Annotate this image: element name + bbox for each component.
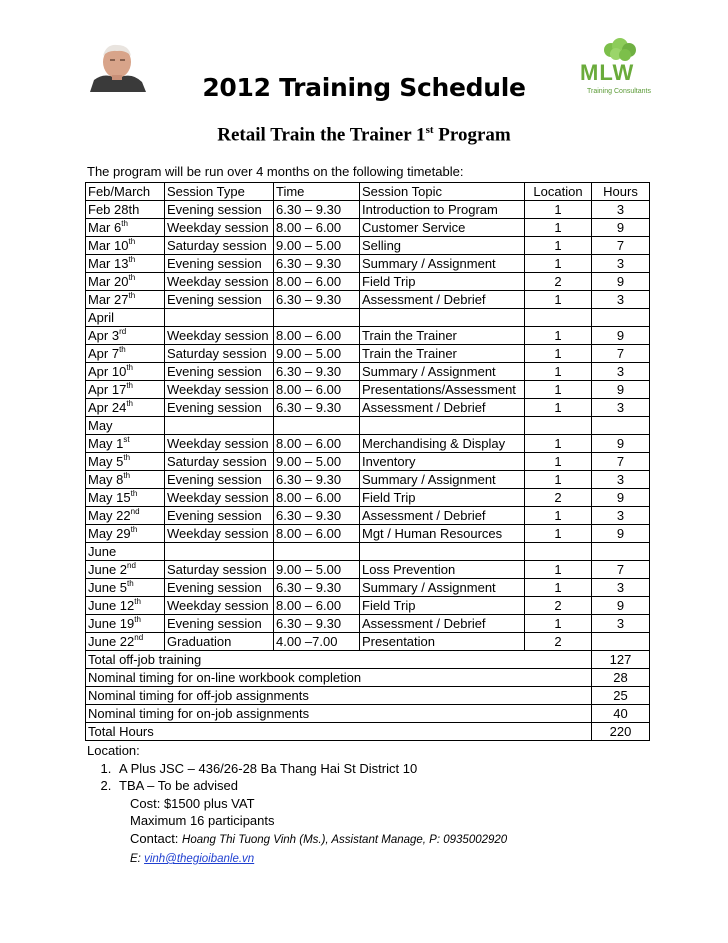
session-type-cell: Saturday session xyxy=(165,345,274,363)
totals-row xyxy=(86,705,650,723)
session-type-cell: Evening session xyxy=(165,291,274,309)
topic-cell: Assessment / Debrief xyxy=(360,399,525,417)
topic-cell: Field Trip xyxy=(360,489,525,507)
session-type-cell: Weekday session xyxy=(165,435,274,453)
time-cell: 6.30 – 9.30 xyxy=(274,201,360,219)
date-cell: Mar 27th xyxy=(86,291,165,309)
date-cell: May 8th xyxy=(86,471,165,489)
date-cell: Apr 17th xyxy=(86,381,165,399)
month-label: April xyxy=(86,309,165,327)
date-cell: May 15th xyxy=(86,489,165,507)
time-cell: 8.00 – 6.00 xyxy=(274,327,360,345)
empty-cell xyxy=(274,543,360,561)
time-cell: 6.30 – 9.30 xyxy=(274,615,360,633)
location-cell: 2 xyxy=(525,489,592,507)
session-type-cell: Weekday session xyxy=(165,525,274,543)
table-row xyxy=(86,435,650,453)
date-cell: May 22nd xyxy=(86,507,165,525)
table-row xyxy=(86,579,650,597)
page-subtitle: Retail Train the Trainer 1st Program xyxy=(217,124,511,146)
totals-value: 40 xyxy=(592,705,650,723)
date-cell: May 5th xyxy=(86,453,165,471)
topic-cell: Train the Trainer xyxy=(360,345,525,363)
location-cell: 1 xyxy=(525,327,592,345)
table-row xyxy=(86,255,650,273)
session-type-cell: Evening session xyxy=(165,201,274,219)
date-cell: Apr 7th xyxy=(86,345,165,363)
table-row xyxy=(86,597,650,615)
empty-cell xyxy=(592,309,650,327)
hours-cell: 9 xyxy=(592,219,650,237)
empty-cell xyxy=(274,417,360,435)
session-type-cell: Evening session xyxy=(165,507,274,525)
empty-cell xyxy=(592,543,650,561)
session-type-cell: Saturday session xyxy=(165,453,274,471)
location-cell: 1 xyxy=(525,507,592,525)
schedule-table xyxy=(85,182,650,741)
location-cell: 1 xyxy=(525,435,592,453)
empty-cell xyxy=(165,309,274,327)
session-type-cell: Evening session xyxy=(165,255,274,273)
empty-cell xyxy=(360,309,525,327)
totals-label: Total Hours xyxy=(86,723,592,741)
table-row xyxy=(86,381,650,399)
topic-cell: Merchandising & Display xyxy=(360,435,525,453)
location-cell: 1 xyxy=(525,255,592,273)
table-row xyxy=(86,615,650,633)
session-type-cell: Weekday session xyxy=(165,489,274,507)
date-cell: May 29th xyxy=(86,525,165,543)
time-cell: 9.00 – 5.00 xyxy=(274,237,360,255)
month-label: May xyxy=(86,417,165,435)
hours-cell: 3 xyxy=(592,255,650,273)
hours-cell xyxy=(592,633,650,651)
location-cell: 1 xyxy=(525,219,592,237)
topic-cell: Introduction to Program xyxy=(360,201,525,219)
totals-value: 127 xyxy=(592,651,650,669)
totals-label: Nominal timing for off-job assignments xyxy=(86,687,592,705)
hours-cell: 3 xyxy=(592,201,650,219)
topic-cell: Summary / Assignment xyxy=(360,255,525,273)
totals-row xyxy=(86,687,650,705)
empty-cell xyxy=(360,543,525,561)
totals-label: Total off-job training xyxy=(86,651,592,669)
location-cell: 1 xyxy=(525,291,592,309)
contact-detail: Hoang Thi Tuong Vinh (Ms.), Assistant Manage, P: 0935002920 xyxy=(182,833,508,846)
email-link[interactable]: vinh@thegioibanle.vn xyxy=(144,853,255,865)
topic-cell: Mgt / Human Resources xyxy=(360,525,525,543)
page-title: 2012 Training Schedule xyxy=(202,73,526,102)
session-type-cell: Evening session xyxy=(165,471,274,489)
date-cell: June 12th xyxy=(86,597,165,615)
hours-cell: 7 xyxy=(592,561,650,579)
hours-cell: 9 xyxy=(592,381,650,399)
table-row xyxy=(86,345,650,363)
date-cell: May 1st xyxy=(86,435,165,453)
session-type-cell: Weekday session xyxy=(165,327,274,345)
table-row xyxy=(86,327,650,345)
email-line: E: vinh@thegioibanle.vn xyxy=(130,853,255,865)
hours-cell: 9 xyxy=(592,525,650,543)
empty-cell xyxy=(525,309,592,327)
session-type-cell: Evening session xyxy=(165,615,274,633)
totals-label: Nominal timing for on-job assignments xyxy=(86,705,592,723)
location-cell: 1 xyxy=(525,471,592,489)
location-cell: 1 xyxy=(525,399,592,417)
header-cell: Session Type xyxy=(165,183,274,201)
table-row xyxy=(86,471,650,489)
session-type-cell: Evening session xyxy=(165,363,274,381)
time-cell: 9.00 – 5.00 xyxy=(274,561,360,579)
header-cell: Location xyxy=(525,183,592,201)
contact-line: Contact: Hoang Thi Tuong Vinh (Ms.), Assistant Manage, P: 0935002920 xyxy=(130,830,508,846)
session-type-cell: Saturday session xyxy=(165,561,274,579)
date-cell: Apr 3rd xyxy=(86,327,165,345)
location-cell: 1 xyxy=(525,345,592,363)
time-cell: 9.00 – 5.00 xyxy=(274,345,360,363)
empty-cell xyxy=(525,543,592,561)
topic-cell: Summary / Assignment xyxy=(360,579,525,597)
date-cell: Mar 6th xyxy=(86,219,165,237)
session-type-cell: Evening session xyxy=(165,579,274,597)
time-cell: 6.30 – 9.30 xyxy=(274,579,360,597)
table-row xyxy=(86,489,650,507)
table-row xyxy=(86,399,650,417)
empty-cell xyxy=(165,543,274,561)
hours-cell: 9 xyxy=(592,597,650,615)
totals-row xyxy=(86,669,650,687)
topic-cell: Presentation xyxy=(360,633,525,651)
date-cell: June 2nd xyxy=(86,561,165,579)
header-cell: Hours xyxy=(592,183,650,201)
table-row xyxy=(86,291,650,309)
intro-text: The program will be run over 4 months on the following timetable: xyxy=(87,164,464,179)
schedule-body xyxy=(86,201,650,741)
time-cell: 6.30 – 9.30 xyxy=(274,507,360,525)
time-cell: 8.00 – 6.00 xyxy=(274,219,360,237)
hours-cell: 7 xyxy=(592,453,650,471)
time-cell: 4.00 –7.00 xyxy=(274,633,360,651)
time-cell: 9.00 – 5.00 xyxy=(274,453,360,471)
location-cell: 2 xyxy=(525,273,592,291)
location-cell: 1 xyxy=(525,363,592,381)
totals-label: Nominal timing for on-line workbook completion xyxy=(86,669,592,687)
topic-cell: Field Trip xyxy=(360,273,525,291)
table-row xyxy=(86,363,650,381)
time-cell: 6.30 – 9.30 xyxy=(274,291,360,309)
topic-cell: Selling xyxy=(360,237,525,255)
table-row xyxy=(86,273,650,291)
location-cell: 1 xyxy=(525,615,592,633)
hours-cell: 9 xyxy=(592,273,650,291)
hours-cell: 7 xyxy=(592,345,650,363)
location-cell: 2 xyxy=(525,633,592,651)
list-item: 1. A Plus JSC – 436/26-28 Ba Thang Hai St District 10 xyxy=(115,760,507,778)
logo-tagline: Training Consultants xyxy=(587,88,651,95)
empty-cell xyxy=(592,417,650,435)
date-cell: Apr 10th xyxy=(86,363,165,381)
location-heading: Location: xyxy=(87,743,140,758)
session-type-cell: Weekday session xyxy=(165,219,274,237)
header-cell: Feb/March xyxy=(86,183,165,201)
session-type-cell: Graduation xyxy=(165,633,274,651)
table-row xyxy=(86,219,650,237)
table-row xyxy=(86,561,650,579)
session-type-cell: Weekday session xyxy=(165,597,274,615)
location-list xyxy=(87,760,507,795)
topic-cell: Field Trip xyxy=(360,597,525,615)
totals-row xyxy=(86,651,650,669)
location-cell: 1 xyxy=(525,453,592,471)
date-cell: Mar 13th xyxy=(86,255,165,273)
session-type-cell: Weekday session xyxy=(165,273,274,291)
location-cell: 1 xyxy=(525,201,592,219)
table-row xyxy=(86,237,650,255)
time-cell: 8.00 – 6.00 xyxy=(274,381,360,399)
month-row xyxy=(86,309,650,327)
month-row xyxy=(86,543,650,561)
hours-cell: 3 xyxy=(592,507,650,525)
topic-cell: Train the Trainer xyxy=(360,327,525,345)
time-cell: 8.00 – 6.00 xyxy=(274,489,360,507)
totals-value: 25 xyxy=(592,687,650,705)
totals-value: 28 xyxy=(592,669,650,687)
logo-text: MLW xyxy=(580,60,635,85)
table-row xyxy=(86,633,650,651)
location-cell: 1 xyxy=(525,237,592,255)
empty-cell xyxy=(165,417,274,435)
topic-cell: Customer Service xyxy=(360,219,525,237)
time-cell: 6.30 – 9.30 xyxy=(274,255,360,273)
session-type-cell: Evening session xyxy=(165,399,274,417)
hours-cell: 3 xyxy=(592,291,650,309)
hours-cell: 3 xyxy=(592,579,650,597)
location-section xyxy=(87,742,507,869)
month-label: June xyxy=(86,543,165,561)
topic-cell: Loss Prevention xyxy=(360,561,525,579)
time-cell: 8.00 – 6.00 xyxy=(274,273,360,291)
topic-cell: Assessment / Debrief xyxy=(360,615,525,633)
hours-cell: 7 xyxy=(592,237,650,255)
list-item: 2. TBA – To be advised xyxy=(115,777,507,795)
table-row xyxy=(86,525,650,543)
time-cell: 8.00 – 6.00 xyxy=(274,525,360,543)
location-cell: 2 xyxy=(525,597,592,615)
topic-cell: Summary / Assignment xyxy=(360,363,525,381)
table-row xyxy=(86,201,650,219)
time-cell: 6.30 – 9.30 xyxy=(274,399,360,417)
location-cell: 1 xyxy=(525,381,592,399)
time-cell: 8.00 – 6.00 xyxy=(274,435,360,453)
totals-value: 220 xyxy=(592,723,650,741)
date-cell: June 19th xyxy=(86,615,165,633)
date-cell: Mar 10th xyxy=(86,237,165,255)
max-participants: Maximum 16 participants xyxy=(130,813,275,828)
date-cell: June 22nd xyxy=(86,633,165,651)
header-cell: Time xyxy=(274,183,360,201)
time-cell: 6.30 – 9.30 xyxy=(274,471,360,489)
topic-cell: Assessment / Debrief xyxy=(360,507,525,525)
totals-row xyxy=(86,723,650,741)
date-cell: Feb 28th xyxy=(86,201,165,219)
date-cell: June 5th xyxy=(86,579,165,597)
table-row xyxy=(86,453,650,471)
time-cell: 6.30 – 9.30 xyxy=(274,363,360,381)
hours-cell: 3 xyxy=(592,399,650,417)
empty-cell xyxy=(525,417,592,435)
month-row xyxy=(86,417,650,435)
session-type-cell: Saturday session xyxy=(165,237,274,255)
hours-cell: 3 xyxy=(592,615,650,633)
location-cell: 1 xyxy=(525,561,592,579)
hours-cell: 9 xyxy=(592,489,650,507)
date-cell: Apr 24th xyxy=(86,399,165,417)
header-cell: Session Topic xyxy=(360,183,525,201)
empty-cell xyxy=(360,417,525,435)
topic-cell: Inventory xyxy=(360,453,525,471)
topic-cell: Assessment / Debrief xyxy=(360,291,525,309)
location-cell: 1 xyxy=(525,525,592,543)
hours-cell: 3 xyxy=(592,363,650,381)
session-type-cell: Weekday session xyxy=(165,381,274,399)
hours-cell: 9 xyxy=(592,327,650,345)
hours-cell: 9 xyxy=(592,435,650,453)
hours-cell: 3 xyxy=(592,471,650,489)
topic-cell: Presentations/Assessment xyxy=(360,381,525,399)
date-cell: Mar 20th xyxy=(86,273,165,291)
topic-cell: Summary / Assignment xyxy=(360,471,525,489)
location-cell: 1 xyxy=(525,579,592,597)
time-cell: 8.00 – 6.00 xyxy=(274,597,360,615)
table-header-row xyxy=(86,183,650,201)
table-row xyxy=(86,507,650,525)
empty-cell xyxy=(274,309,360,327)
cost-text: Cost: $1500 plus VAT xyxy=(130,795,255,811)
